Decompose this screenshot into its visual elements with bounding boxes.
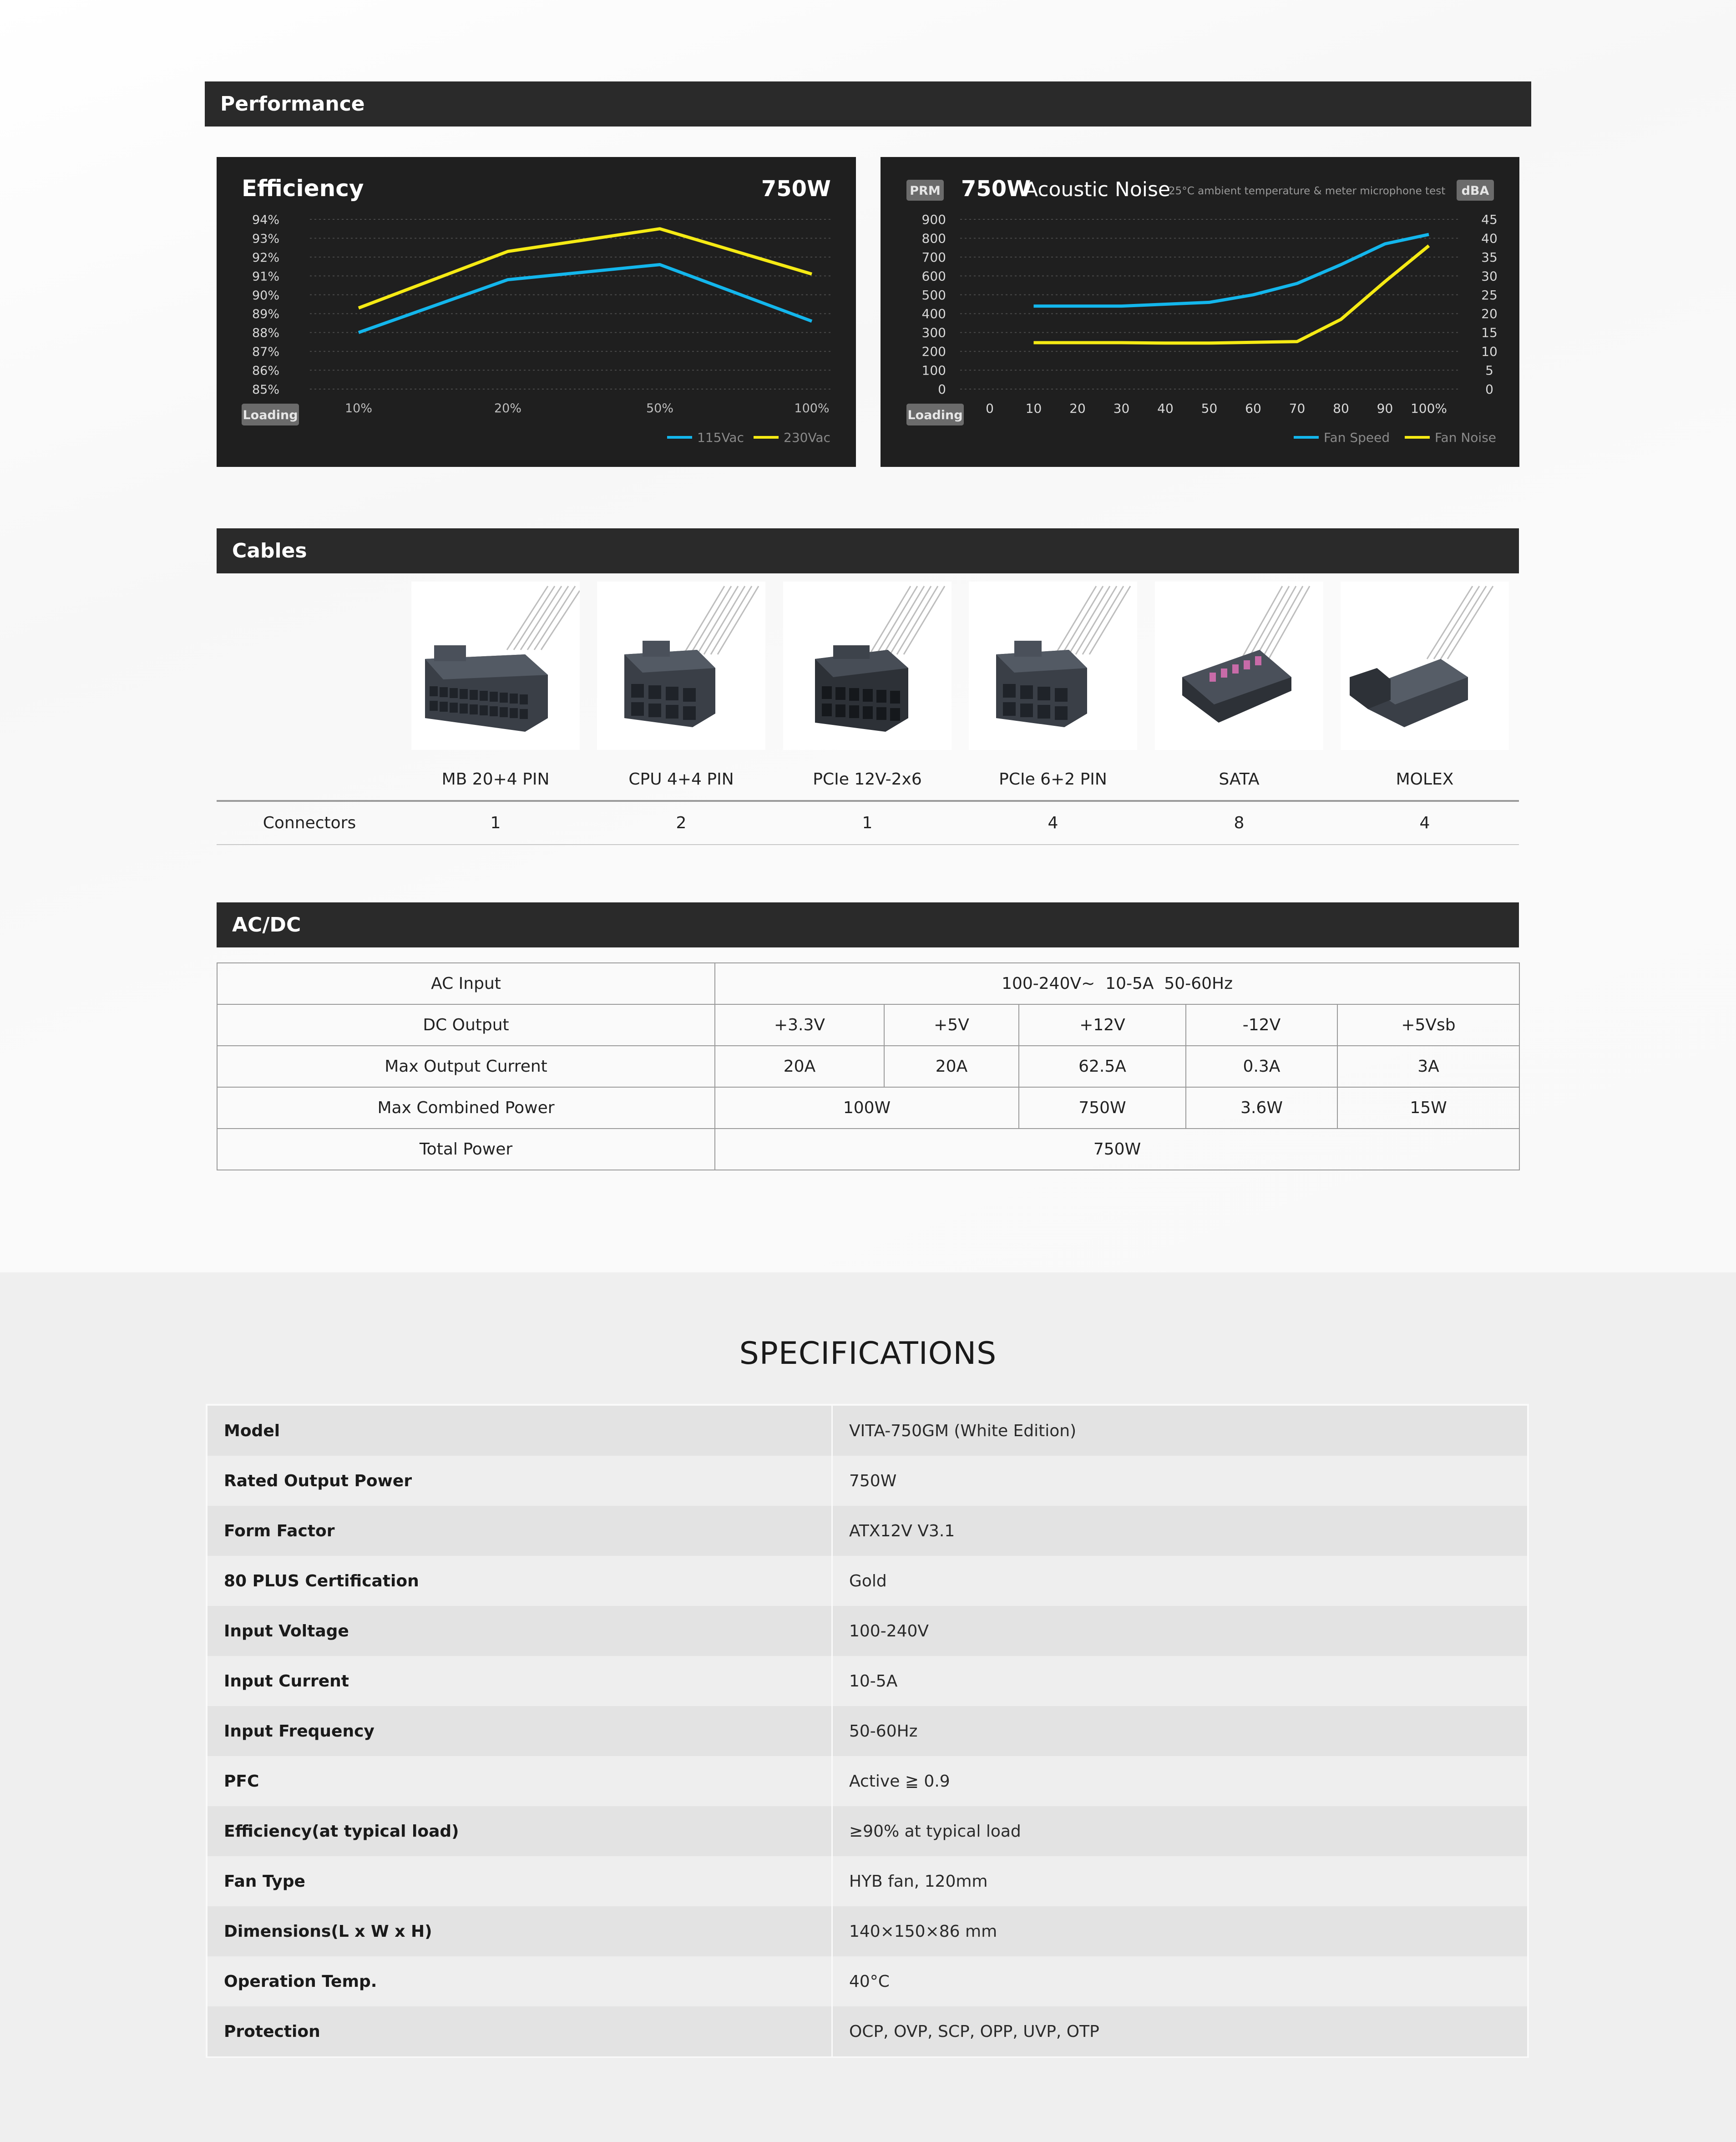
cable-image-molex xyxy=(1341,582,1509,750)
spec-row xyxy=(208,1506,1527,1556)
efficiency-series xyxy=(359,229,812,333)
noise-x-tick: 10 xyxy=(1025,401,1042,416)
current-5v: 20A xyxy=(884,1046,1019,1087)
noise-x-tick: 70 xyxy=(1289,401,1306,416)
spec-key: Input Current xyxy=(208,1656,833,1706)
noise-y-tick-left: 100 xyxy=(921,363,946,378)
acdc-row-total-power xyxy=(217,1129,1519,1170)
acdc-row-max-current xyxy=(217,1046,1519,1087)
noise-x-tick: 60 xyxy=(1245,401,1261,416)
spec-value: 40°C xyxy=(849,1972,890,1991)
noise-y-tick-left: 800 xyxy=(921,231,946,246)
current-minus-12v: 0.3A xyxy=(1186,1046,1337,1087)
noise-y-tick-right: 0 xyxy=(1485,382,1493,397)
connectors-row-label: Connectors xyxy=(263,814,356,832)
spec-row xyxy=(208,1556,1527,1606)
efficiency-series-line-115Vac xyxy=(359,265,812,333)
noise-y-tick-right: 5 xyxy=(1485,363,1493,378)
current-12v: 62.5A xyxy=(1019,1046,1186,1087)
noise-x-tick: 40 xyxy=(1157,401,1174,416)
spec-row xyxy=(208,1856,1527,1906)
spec-value: VITA-750GM (White Edition) xyxy=(849,1421,1077,1440)
noise-y-tick-right: 20 xyxy=(1481,306,1498,322)
efficiency-legend-label: 115Vac xyxy=(697,430,744,445)
connector-count: 4 xyxy=(1419,814,1430,832)
noise-y-tick-right: 15 xyxy=(1481,325,1498,340)
spec-row xyxy=(208,1956,1527,2006)
prm-badge-label: PRM xyxy=(910,184,941,198)
efficiency-y-tick: 94% xyxy=(252,213,279,227)
spec-row xyxy=(208,1806,1527,1856)
noise-x-tick: 100% xyxy=(1410,401,1448,416)
noise-x-ticks xyxy=(986,401,1447,416)
efficiency-y-tick: 87% xyxy=(252,345,279,360)
ac-input-value: 100-240V~ 10-5A 50-60Hz xyxy=(715,963,1519,1004)
spec-row xyxy=(208,1406,1527,1456)
spec-value: HYB fan, 120mm xyxy=(849,1872,988,1891)
rail-5vsb: +5Vsb xyxy=(1337,1004,1519,1046)
spec-key: Operation Temp. xyxy=(208,1956,833,2006)
spec-key: Input Voltage xyxy=(208,1606,833,1656)
noise-y-ticks-right xyxy=(1481,212,1498,397)
cable-label: MB 20+4 PIN xyxy=(441,770,550,789)
noise-x-tick: 90 xyxy=(1377,401,1393,416)
spec-key: Efficiency(at typical load) xyxy=(208,1806,833,1856)
acdc-title: AC/DC xyxy=(232,913,301,937)
efficiency-x-tick: 20% xyxy=(494,401,522,415)
rail-minus-12v: -12V xyxy=(1186,1004,1337,1046)
rail-5v: +5V xyxy=(884,1004,1019,1046)
noise-x-tick: 50 xyxy=(1201,401,1218,416)
noise-y-tick-left: 0 xyxy=(938,382,946,397)
spec-key: Input Frequency xyxy=(208,1706,833,1756)
noise-y-tick-right: 45 xyxy=(1481,212,1498,227)
connector-count: 8 xyxy=(1234,814,1245,832)
acdc-row-combined-power xyxy=(217,1087,1519,1129)
efficiency-grid xyxy=(310,219,833,389)
efficiency-y-tick: 88% xyxy=(252,326,279,340)
connector-count: 2 xyxy=(676,814,687,832)
combined-12v: 750W xyxy=(1019,1087,1186,1129)
spec-row xyxy=(208,1756,1527,1806)
efficiency-x-tick: 10% xyxy=(344,401,373,415)
cable-label: SATA xyxy=(1219,770,1260,789)
cable-label: PCIe 12V-2x6 xyxy=(813,770,922,789)
noise-y-tick-left: 900 xyxy=(921,212,946,227)
noise-x-tick: 30 xyxy=(1113,401,1130,416)
efficiency-title: Efficiency xyxy=(242,175,364,202)
noise-loading-label: Loading xyxy=(907,408,963,422)
spec-row xyxy=(208,1456,1527,1506)
combined-5vsb: 15W xyxy=(1337,1087,1519,1129)
acdc-table xyxy=(217,962,1520,1170)
noise-y-tick-right: 35 xyxy=(1481,249,1498,265)
spec-value: 100-240V xyxy=(849,1621,929,1641)
noise-legend-label: Fan Speed xyxy=(1324,430,1390,445)
efficiency-chart xyxy=(217,157,856,467)
combined-minus-12v: 3.6W xyxy=(1186,1087,1337,1129)
noise-y-tick-left: 500 xyxy=(921,287,946,303)
noise-y-tick-right: 25 xyxy=(1481,287,1498,303)
noise-y-tick-right: 10 xyxy=(1481,344,1498,360)
cables-header-rule xyxy=(217,800,1519,802)
specifications-title: SPECIFICATIONS xyxy=(739,1336,997,1372)
spec-key: Fan Type xyxy=(208,1856,833,1906)
cable-image-cpu-8pin xyxy=(597,582,765,750)
performance-header xyxy=(205,81,1531,127)
ac-input-label: AC Input xyxy=(217,963,715,1004)
spec-key: Rated Output Power xyxy=(208,1456,833,1506)
performance-title: Performance xyxy=(220,92,365,116)
efficiency-chart-panel xyxy=(217,157,856,467)
efficiency-y-tick: 91% xyxy=(252,269,279,284)
spec-value: ATX12V V3.1 xyxy=(849,1521,955,1540)
total-power-label: Total Power xyxy=(217,1129,715,1170)
rail-3v3: +3.3V xyxy=(715,1004,884,1046)
noise-y-tick-right: 40 xyxy=(1481,231,1498,246)
noise-x-tick: 20 xyxy=(1069,401,1086,416)
spec-value: OCP, OVP, SCP, OPP, UVP, OTP xyxy=(849,2022,1099,2041)
noise-chart-panel xyxy=(881,157,1519,467)
spec-row xyxy=(208,1906,1527,1956)
spec-value: 50-60Hz xyxy=(849,1722,918,1741)
noise-legend-label: Fan Noise xyxy=(1435,430,1497,445)
efficiency-loading-label: Loading xyxy=(243,408,298,422)
max-current-label: Max Output Current xyxy=(217,1046,715,1087)
spec-key: 80 PLUS Certification xyxy=(208,1556,833,1606)
efficiency-legend xyxy=(667,430,830,445)
noise-x-tick: 0 xyxy=(986,401,994,416)
spec-key: PFC xyxy=(208,1756,833,1806)
acdc-header xyxy=(217,902,1519,947)
efficiency-y-tick: 86% xyxy=(252,364,279,378)
spec-row xyxy=(208,1606,1527,1656)
noise-y-tick-left: 400 xyxy=(921,306,946,322)
efficiency-x-tick: 50% xyxy=(646,401,674,415)
noise-chart xyxy=(881,157,1519,467)
spec-key: Model xyxy=(208,1406,833,1456)
connector-count: 4 xyxy=(1048,814,1058,832)
efficiency-x-ticks xyxy=(345,401,830,415)
spec-value: Active ≧ 0.9 xyxy=(849,1772,950,1791)
noise-legend xyxy=(1294,430,1496,445)
spec-key: Protection xyxy=(208,2006,833,2056)
spec-value: 750W xyxy=(849,1471,897,1490)
current-3v3: 20A xyxy=(715,1046,884,1087)
total-power-value: 750W xyxy=(715,1129,1519,1170)
noise-y-tick-left: 300 xyxy=(921,325,946,340)
spec-key: Form Factor xyxy=(208,1506,833,1556)
cables-bottom-rule xyxy=(217,844,1519,845)
spec-value: 140×150×86 mm xyxy=(849,1922,997,1941)
cable-label: CPU 4+4 PIN xyxy=(628,770,734,789)
noise-title-bold: 750W xyxy=(961,176,1031,202)
acdc-row-dc-output xyxy=(217,1004,1519,1046)
noise-x-tick: 80 xyxy=(1333,401,1349,416)
noise-y-tick-left: 200 xyxy=(921,344,946,360)
noise-y-tick-right: 30 xyxy=(1481,268,1498,284)
efficiency-y-tick: 90% xyxy=(252,288,279,303)
acdc-row-ac-input xyxy=(217,963,1519,1004)
noise-title: Acoustic Noise xyxy=(1024,178,1170,201)
efficiency-y-tick: 93% xyxy=(252,232,279,246)
noise-y-tick-left: 600 xyxy=(921,268,946,284)
cables-title: Cables xyxy=(232,539,307,562)
spec-row xyxy=(208,1706,1527,1756)
noise-y-ticks-left xyxy=(922,212,946,397)
rail-12v: +12V xyxy=(1019,1004,1186,1046)
efficiency-y-tick: 89% xyxy=(252,307,279,322)
cables-header xyxy=(217,528,1519,573)
noise-subtitle: 25°C ambient temperature & meter microphone test xyxy=(1169,185,1446,197)
spec-row xyxy=(208,1656,1527,1706)
combined-power-label: Max Combined Power xyxy=(217,1087,715,1129)
dba-badge-label: dBA xyxy=(1461,184,1489,198)
efficiency-y-ticks xyxy=(252,213,279,397)
noise-series xyxy=(1034,234,1429,343)
cable-image-pcie-12v-2x6 xyxy=(783,582,952,750)
connector-count: 1 xyxy=(862,814,873,832)
spec-row xyxy=(208,2006,1527,2056)
current-5vsb: 3A xyxy=(1337,1046,1519,1087)
spec-value: Gold xyxy=(849,1571,887,1590)
cable-label: MOLEX xyxy=(1396,770,1454,789)
spec-value: 10-5A xyxy=(849,1671,898,1691)
efficiency-wattage: 750W xyxy=(761,176,831,202)
specifications-table xyxy=(206,1404,1529,2058)
cable-label: PCIe 6+2 PIN xyxy=(999,770,1107,789)
spec-key: Dimensions(L x W x H) xyxy=(208,1906,833,1956)
connector-count: 1 xyxy=(490,814,501,832)
cable-image-sata xyxy=(1155,582,1323,750)
spec-value: ≥90% at typical load xyxy=(849,1822,1021,1841)
efficiency-y-tick: 85% xyxy=(252,383,279,397)
efficiency-y-tick: 92% xyxy=(252,250,279,265)
cable-image-mb-24pin xyxy=(411,582,580,750)
dc-output-label: DC Output xyxy=(217,1004,715,1046)
noise-y-tick-left: 700 xyxy=(921,249,946,265)
efficiency-legend-label: 230Vac xyxy=(784,430,830,445)
efficiency-x-tick: 100% xyxy=(794,401,830,415)
combined-3v3-5v: 100W xyxy=(715,1087,1019,1129)
cable-image-pcie-8pin xyxy=(969,582,1137,750)
